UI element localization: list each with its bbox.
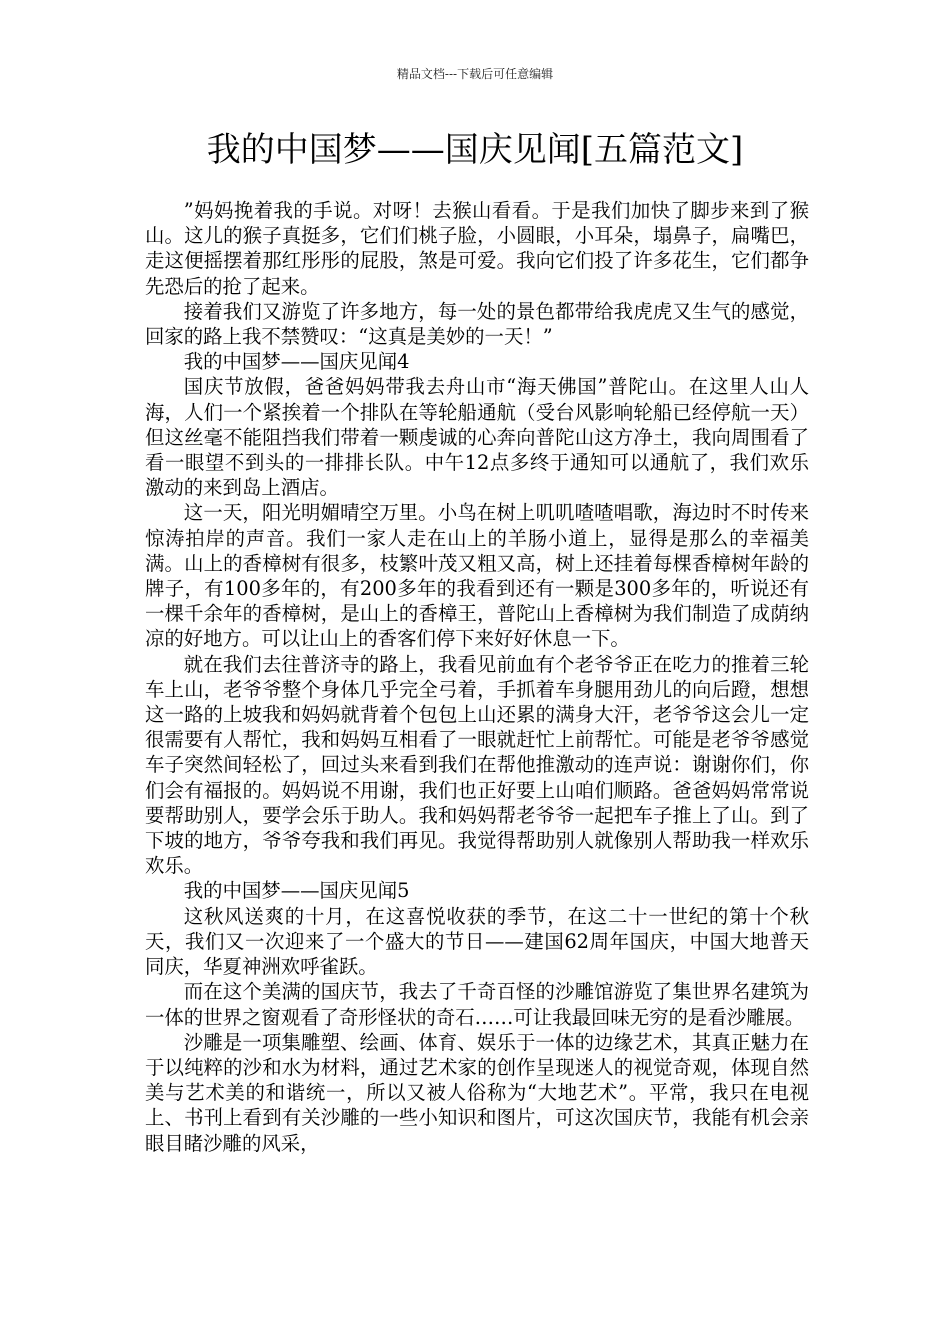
section-heading: 我的中国梦——国庆见闻4 [183, 350, 410, 374]
paragraph: ”妈妈挽着我的手说。对呀！去猴山看看。于是我们加快了脚步来到了猴山。这儿的猴子真挺多，它们们桃子脸，小圆眼，小耳朵，塌鼻子，扁嘴巴，走这便摇摆着那红彤彤的屁股，煞是可爱。我向它们投了许多花生，它们都争先恐后的抢了起来。 [145, 199, 809, 298]
paragraph: 这一天，阳光明媚晴空万里。小鸟在树上叽叽喳喳唱歌，海边时不时传来惊涛拍岸的声音。我们一家人走在山上的羊肠小道上，显得是那么的幸福美满。山上的香樟树有很多，枝繁叶茂又粗又高，树上还挂着每棵香樟树年龄的牌子，有100多年的，有200多年的我看到还有一颗是300多年的，听说还有一棵千余年的香樟树，是山上的香樟王，普陀山上香樟树为我们制造了成荫纳凉的好地方。可以让山上的香客们停下来好好休息一下。 [145, 501, 809, 651]
paragraph: 沙雕是一项集雕塑、绘画、体育、娱乐于一体的边缘艺术，其真正魅力在于以纯粹的沙和水为材料，通过艺术家的创作呈现迷人的视觉奇观，体现自然美与艺术美的和谐统一，所以又被人俗称为“大地艺术”。平常，我只在电视上、书刊上看到有关沙雕的一些小知识和图片，可这次国庆节，我能有机会亲眼目睹沙雕的风采， [145, 1030, 809, 1155]
document-body [145, 198, 809, 1156]
paragraph: 接着我们又游览了许多地方，每一处的景色都带给我虎虎又生气的感觉，回家的路上我不禁赞叹：“这真是美妙的一天！” [145, 299, 809, 349]
paragraph: 就在我们去往普济寺的路上，我看见前血有个老爷爷正在吃力的推着三轮车上山，老爷爷整个身体几乎完全弓着，手抓着车身腿用劲儿的向后蹬，想想这一路的上坡我和妈妈就背着个包包上山还累的满身大汗，老爷爷这会儿一定很需要有人帮忙，我和妈妈互相看了一眼就赶忙上前帮忙。可能是老爷爷感觉车子突然间轻松了，回过头来看到我们在帮他推激动的连声说：谢谢你们，你们会有福报的。妈妈说不用谢，我们也正好要上山咱们顺路。爸爸妈妈常常说要帮助别人，要学会乐于助人。我和妈妈帮老爷爷一起把车子推上了山。到了下坡的地方，爷爷夸我和我们再见。我觉得帮助别人就像别人帮助我一样欢乐欢乐。 [145, 652, 809, 878]
page-header: 精品文档---下载后可任意编辑 [396, 67, 554, 81]
paragraph: 国庆节放假，爸爸妈妈带我去舟山市“海天佛国”普陀山。在这里人山人海，人们一个紧挨着一个排队在等轮船通航（受台风影响轮船已经停航一天）但这丝毫不能阻挡我们带着一颗虔诚的心奔向普陀山这方净土，我向周围看了看一眼望不到头的一排排长队。中午12点多终于通知可以通航了，我们欢乐激动的来到岛上酒店。 [145, 375, 809, 500]
paragraph: 这秋风送爽的十月，在这喜悦收获的季节，在这二十一世纪的第十个秋天，我们又一次迎来了一个盛大的节日——建国62周年国庆，中国大地普天同庆，华夏神洲欢呼雀跃。 [145, 904, 809, 979]
paragraph: 而在这个美满的国庆节，我去了千奇百怪的沙雕馆游览了集世界名建筑为一体的世界之窗观看了奇形怪状的奇石……可让我最回味无穷的是看沙雕展。 [145, 980, 809, 1029]
section-heading: 我的中国梦——国庆见闻5 [183, 879, 410, 903]
document-title: 我的中国梦——国庆见闻[五篇范文] [206, 130, 744, 170]
